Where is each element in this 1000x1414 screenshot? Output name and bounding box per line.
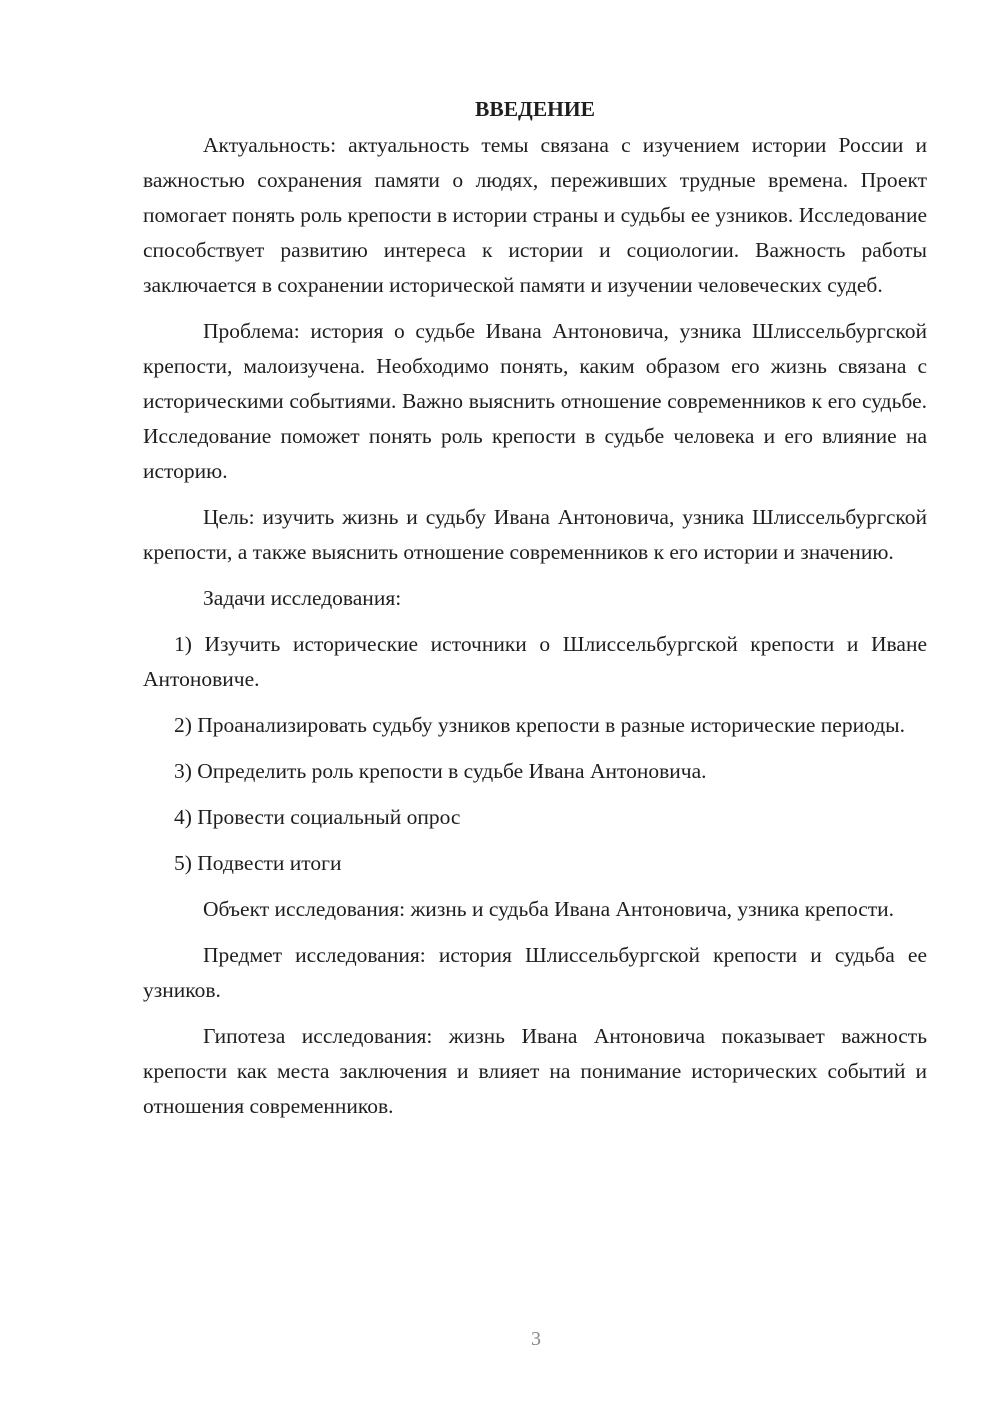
task-item: 2) Проанализировать судьбу узников крепости в разные исторические периоды. (174, 713, 905, 737)
tasks-heading: Задачи исследования: (203, 586, 402, 610)
section-title: ВВЕДЕНИЕ (475, 97, 595, 121)
page-number: 3 (531, 1328, 541, 1350)
task-item: 5) Подвести итоги (174, 851, 342, 875)
goal-paragraph: Цель: изучить жизнь и судьбу Ивана Антоновича, узника Шлиссельбургской крепости, а также выяснить отношение современников к его истории и значению. (143, 505, 927, 564)
task-item: 4) Провести социальный опрос (174, 805, 461, 829)
object-paragraph: Объект исследования: жизнь и судьба Ивана Антоновича, узника крепости. (203, 897, 895, 921)
relevance-paragraph: Актуальность: актуальность темы связана с изучением истории России и важностью сохранения памяти о людях, переживших трудные времена. Проект помогает понять роль крепости в истории страны и судьбы ее узников. Исследование способствует развитию интереса к истории и социологии. Важность работы заключается в сохранении исторической памяти и изучении человеческих судеб. (143, 133, 927, 297)
hypothesis-paragraph: Гипотеза исследования: жизнь Ивана Антоновича показывает важность крепости как места заключения и влияет на понимание исторических событий и отношения современников. (143, 1024, 927, 1118)
task-item: 1) Изучить исторические источники о Шлиссельбургской крепости и Иване Антоновиче. (143, 632, 927, 691)
task-item: 3) Определить роль крепости в судьбе Ивана Антоновича. (174, 759, 707, 783)
subject-paragraph: Предмет исследования: история Шлиссельбургской крепости и судьба ее узников. (143, 943, 927, 1002)
document-body (143, 92, 927, 1124)
problem-paragraph: Проблема: история о судьбе Ивана Антоновича, узника Шлиссельбургской крепости, малоизучена. Необходимо понять, каким образом его жизнь связана с историческими событиями. Важно выяснить отношение современников к его судьбе. Исследование поможет понять роль крепости в судьбе человека и его влияние на историю. (143, 319, 927, 483)
